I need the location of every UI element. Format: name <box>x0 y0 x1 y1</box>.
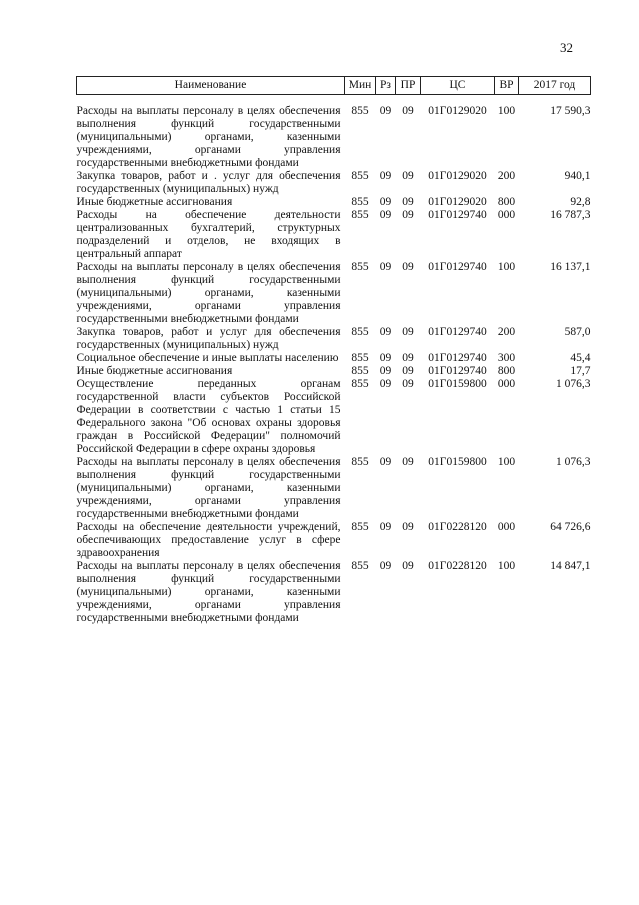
row-min: 855 <box>351 326 369 338</box>
row-name: Расходы на обеспечение деятельности учреждений, обеспечивающих предоставление услуг в сфере здравоохранения <box>76 521 341 559</box>
row-pr: 09 <box>402 521 414 533</box>
table-row <box>77 560 591 625</box>
table-row <box>77 196 591 209</box>
table-row <box>77 261 591 326</box>
row-value: 45,4 <box>570 352 591 364</box>
row-name: Расходы на выплаты персоналу в целях обеспечения выполнения функций государственными (муниципальными) органами, казенными учреждениями, органами управления государственными внебюджетными фондами <box>76 261 341 325</box>
row-pr: 09 <box>402 196 414 208</box>
row-rz: 09 <box>379 209 392 221</box>
row-rz: 09 <box>379 521 392 533</box>
row-cs: 01Г0129740 <box>428 261 487 273</box>
row-pr: 09 <box>402 326 414 338</box>
row-pr: 09 <box>402 456 414 468</box>
row-min: 855 <box>351 105 369 117</box>
row-min: 855 <box>351 365 369 377</box>
row-vr: 200 <box>497 326 516 338</box>
header-cs: ЦС <box>421 77 495 95</box>
row-rz: 09 <box>379 352 392 364</box>
header-vr: ВР <box>495 77 519 95</box>
row-vr: 800 <box>497 365 516 377</box>
table-header-row <box>77 77 591 95</box>
table-row <box>77 209 591 261</box>
table-row <box>77 365 591 378</box>
row-cs: 01Г0129020 <box>428 170 487 182</box>
row-value: 16 787,3 <box>550 209 591 221</box>
row-vr: 100 <box>497 261 516 273</box>
table-row <box>77 352 591 365</box>
page-number: 32 <box>560 40 573 55</box>
header-year: 2017 год <box>519 77 591 95</box>
row-value: 587,0 <box>564 326 591 338</box>
row-cs: 01Г0129740 <box>428 326 487 338</box>
table-row <box>77 326 591 352</box>
row-min: 855 <box>351 261 369 273</box>
row-vr: 000 <box>497 521 516 533</box>
row-pr: 09 <box>402 560 414 572</box>
row-pr: 09 <box>402 170 414 182</box>
header-min: Мин <box>345 77 376 95</box>
row-cs: 01Г0228120 <box>428 560 487 572</box>
header-pr: ПР <box>396 77 421 95</box>
row-value: 17,7 <box>570 365 591 377</box>
row-vr: 100 <box>497 560 516 572</box>
row-name: Расходы на обеспечение деятельности централизованных бухгалтерий, структурных подразделений и отделов, не входящих в центральный аппарат <box>76 209 341 260</box>
row-min: 855 <box>351 560 369 572</box>
row-name: Социальное обеспечение и иные выплаты населению <box>76 352 339 364</box>
row-value: 940,1 <box>564 170 591 182</box>
row-value: 1 076,3 <box>556 378 591 390</box>
row-value: 64 726,6 <box>550 521 591 533</box>
row-cs: 01Г0129740 <box>428 365 487 377</box>
row-cs: 01Г0129020 <box>428 105 487 117</box>
row-cs: 01Г0129740 <box>428 352 487 364</box>
row-value: 1 076,3 <box>556 456 591 468</box>
row-cs: 01Г0129740 <box>428 209 487 221</box>
row-name: Иные бюджетные ассигнования <box>76 365 233 377</box>
row-name: Иные бюджетные ассигнования <box>76 196 233 208</box>
header-name: Наименование <box>77 77 345 95</box>
row-vr: 000 <box>497 209 516 221</box>
row-min: 855 <box>351 196 369 208</box>
row-rz: 09 <box>379 378 392 390</box>
row-pr: 09 <box>402 378 414 390</box>
row-vr: 100 <box>497 105 516 117</box>
table-row <box>77 521 591 560</box>
row-pr: 09 <box>402 209 414 221</box>
table-row <box>77 378 591 456</box>
table-row <box>77 95 591 171</box>
row-vr: 000 <box>497 378 516 390</box>
row-name: Осуществление переданных органам государственной власти субъектов Российской Федерации в соответствии с частью 1 статьи 15 Федерального закона "Об основах охраны здоровья граждан в Российской Федерации" полномочий Российской Федерации в сфере охраны здоровья <box>76 378 341 455</box>
row-value: 92,8 <box>570 196 591 208</box>
row-value: 14 847,1 <box>550 560 591 572</box>
row-vr: 100 <box>497 456 516 468</box>
row-pr: 09 <box>402 365 414 377</box>
row-min: 855 <box>351 352 369 364</box>
row-rz: 09 <box>379 196 392 208</box>
row-cs: 01Г0129020 <box>428 196 487 208</box>
row-pr: 09 <box>402 352 414 364</box>
row-name: Расходы на выплаты персоналу в целях обеспечения выполнения функций государственными (муниципальными) органами, казенными учреждениями, органами управления государственными внебюджетными фондами <box>76 456 341 520</box>
row-rz: 09 <box>379 560 392 572</box>
row-min: 855 <box>351 456 369 468</box>
row-value: 17 590,3 <box>550 105 591 117</box>
table-body <box>77 95 591 626</box>
row-vr: 800 <box>497 196 516 208</box>
row-rz: 09 <box>379 326 392 338</box>
row-value: 16 137,1 <box>550 261 591 273</box>
row-cs: 01Г0159800 <box>428 378 487 390</box>
row-cs: 01Г0159800 <box>428 456 487 468</box>
row-rz: 09 <box>379 170 392 182</box>
row-name: Закупка товаров, работ и услуг для обеспечения государственных (муниципальных) нужд <box>76 326 341 351</box>
budget-table <box>76 76 591 625</box>
row-vr: 300 <box>497 352 516 364</box>
row-vr: 200 <box>497 170 516 182</box>
row-rz: 09 <box>379 456 392 468</box>
row-min: 855 <box>351 209 369 221</box>
table-row <box>77 170 591 196</box>
row-rz: 09 <box>379 261 392 273</box>
row-pr: 09 <box>402 261 414 273</box>
row-pr: 09 <box>402 105 414 117</box>
row-cs: 01Г0228120 <box>428 521 487 533</box>
header-rz: Рз <box>376 77 396 95</box>
row-name: Закупка товаров, работ и . услуг для обеспечения государственных (муниципальных) нужд <box>76 170 341 195</box>
row-min: 855 <box>351 378 369 390</box>
table-row <box>77 456 591 521</box>
row-rz: 09 <box>379 365 392 377</box>
row-name: Расходы на выплаты персоналу в целях обеспечения выполнения функций государственными (муниципальными) органами, казенными учреждениями, органами управления государственными внебюджетными фондами <box>76 560 341 624</box>
row-min: 855 <box>351 170 369 182</box>
row-min: 855 <box>351 521 369 533</box>
row-name: Расходы на выплаты персоналу в целях обеспечения выполнения функций государственными (муниципальными) органами, казенными учреждениями, органами управления государственными внебюджетными фондами <box>76 105 341 169</box>
row-rz: 09 <box>379 105 392 117</box>
